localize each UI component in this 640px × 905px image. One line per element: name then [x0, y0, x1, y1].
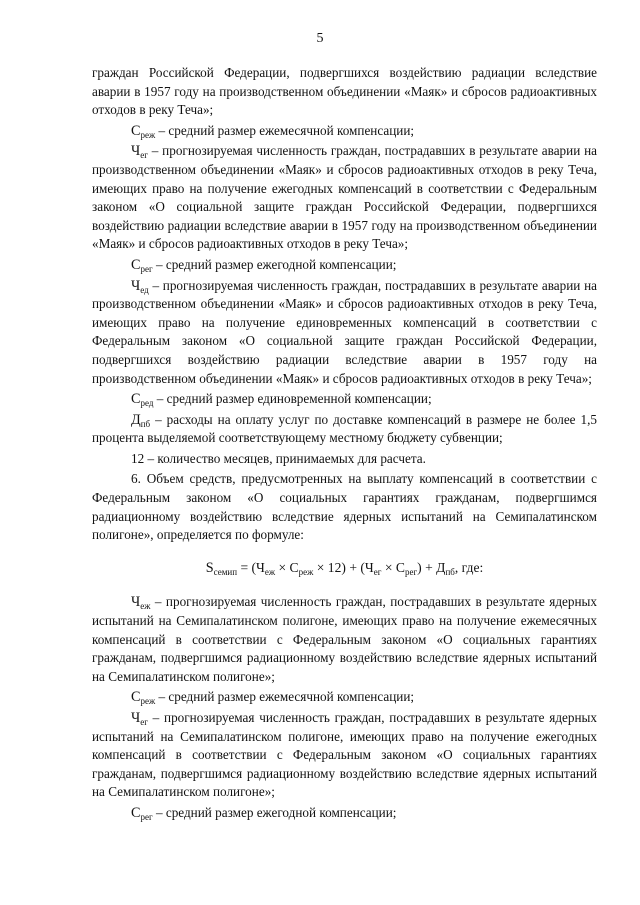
definition-d-pb: $Д_{пб}$ – расходы на оплату услуг по доставке компенсаций в размере не более 1,5 процента выделяемой соответствующему местному бюджету субвенции;	[92, 411, 597, 446]
paragraph-months: 12 – количество месяцев, принимаемых для расчета.	[131, 450, 426, 466]
page-number: 5	[316, 31, 324, 46]
formula: $S_{семип} = (Ч_{еж} \times С_{реж} \times 12) + (Ч_{ег} \times С_{рег}) + Д_{пб}$, где:	[205, 559, 484, 577]
definition-s-reg: $С_{рег}$ – средний размер ежегодной компенсации;	[131, 256, 397, 274]
document-body	[92, 64, 597, 825]
definition-ch-ezh: $Ч_{еж}$ – прогнозируемая численность граждан, пострадавших в результате ядерных испытаний на Семипалатинском полигоне, имеющих право на получение ежемесячных компенсаций в соответствии с Федеральным законом «О социальных гарантиях гражданам, подвергшимся радиационному воздействию вследствие ядерных испытаний на Семипалатинском полигоне»;	[92, 594, 597, 684]
definition-ch-ed: $Ч_{ед}$ – прогнозируемая численность граждан, пострадавших в результате аварии на производственном объединении «Маяк» и сбросов радиоактивных отходов в реку Теча, имеющих право на получение единовременных компенсаций в соответствии с Федеральным законом «О социальной защите граждан Российской Федерации, подвергшихся воздействию радиации вследствие аварии в 1957 году на производственном объединении «Маяк» и сбросов радиоактивных отходов в реку Теча»;	[92, 277, 597, 386]
definition-s-reg-2: $С_{рег}$ – средний размер ежегодной компенсации;	[131, 804, 397, 822]
paragraph-continuation: граждан Российской Федерации, подвергшихся воздействию радиации вследствие аварии в 1957 году на производственном объединении «Маяк» и сбросов радиоактивных отходов в реку Теча»;	[92, 65, 597, 118]
definition-s-rezh-2: $С_{реж}$ – средний размер ежемесячной компенсации;	[131, 689, 415, 707]
definition-s-rezh: $С_{реж}$ – средний размер ежемесячной компенсации;	[131, 122, 415, 140]
definition-ch-eg: $Ч_{ег}$ – прогнозируемая численность граждан, пострадавших в результате аварии на производственном объединении «Маяк» и сбросов радиоактивных отходов в реку Теча, имеющих право на получение ежегодных компенсаций в соответствии с Федеральным законом «О социальной защите граждан Российской Федерации, подвергшихся воздействию радиации вследствие аварии в 1957 году на производственном объединении «Маяк» и сбросов радиоактивных отходов в реку Теча»;	[92, 143, 597, 252]
definition-s-red: $С_{ред}$ – средний размер единовременной компенсации;	[131, 391, 432, 409]
paragraph-section-6: 6. Объем средств, предусмотренных на выплату компенсаций в соответствии с Федеральным законом «О социальных гарантиях гражданам, подвергшимся радиационному воздействию вследствие ядерных испытаний на Семипалатинском полигоне», определяется по формуле:	[92, 471, 597, 543]
definition-ch-eg-2: $Ч_{ег}$ – прогнозируемая численность граждан, пострадавших в результате ядерных испытаний на Семипалатинском полигоне, имеющих право на получение ежегодных компенсаций в соответствии с Федеральным законом «О социальных гарантиях гражданам, подвергшимся радиационному воздействию вследствие ядерных испытаний на Семипалатинском полигоне»;	[92, 710, 597, 800]
